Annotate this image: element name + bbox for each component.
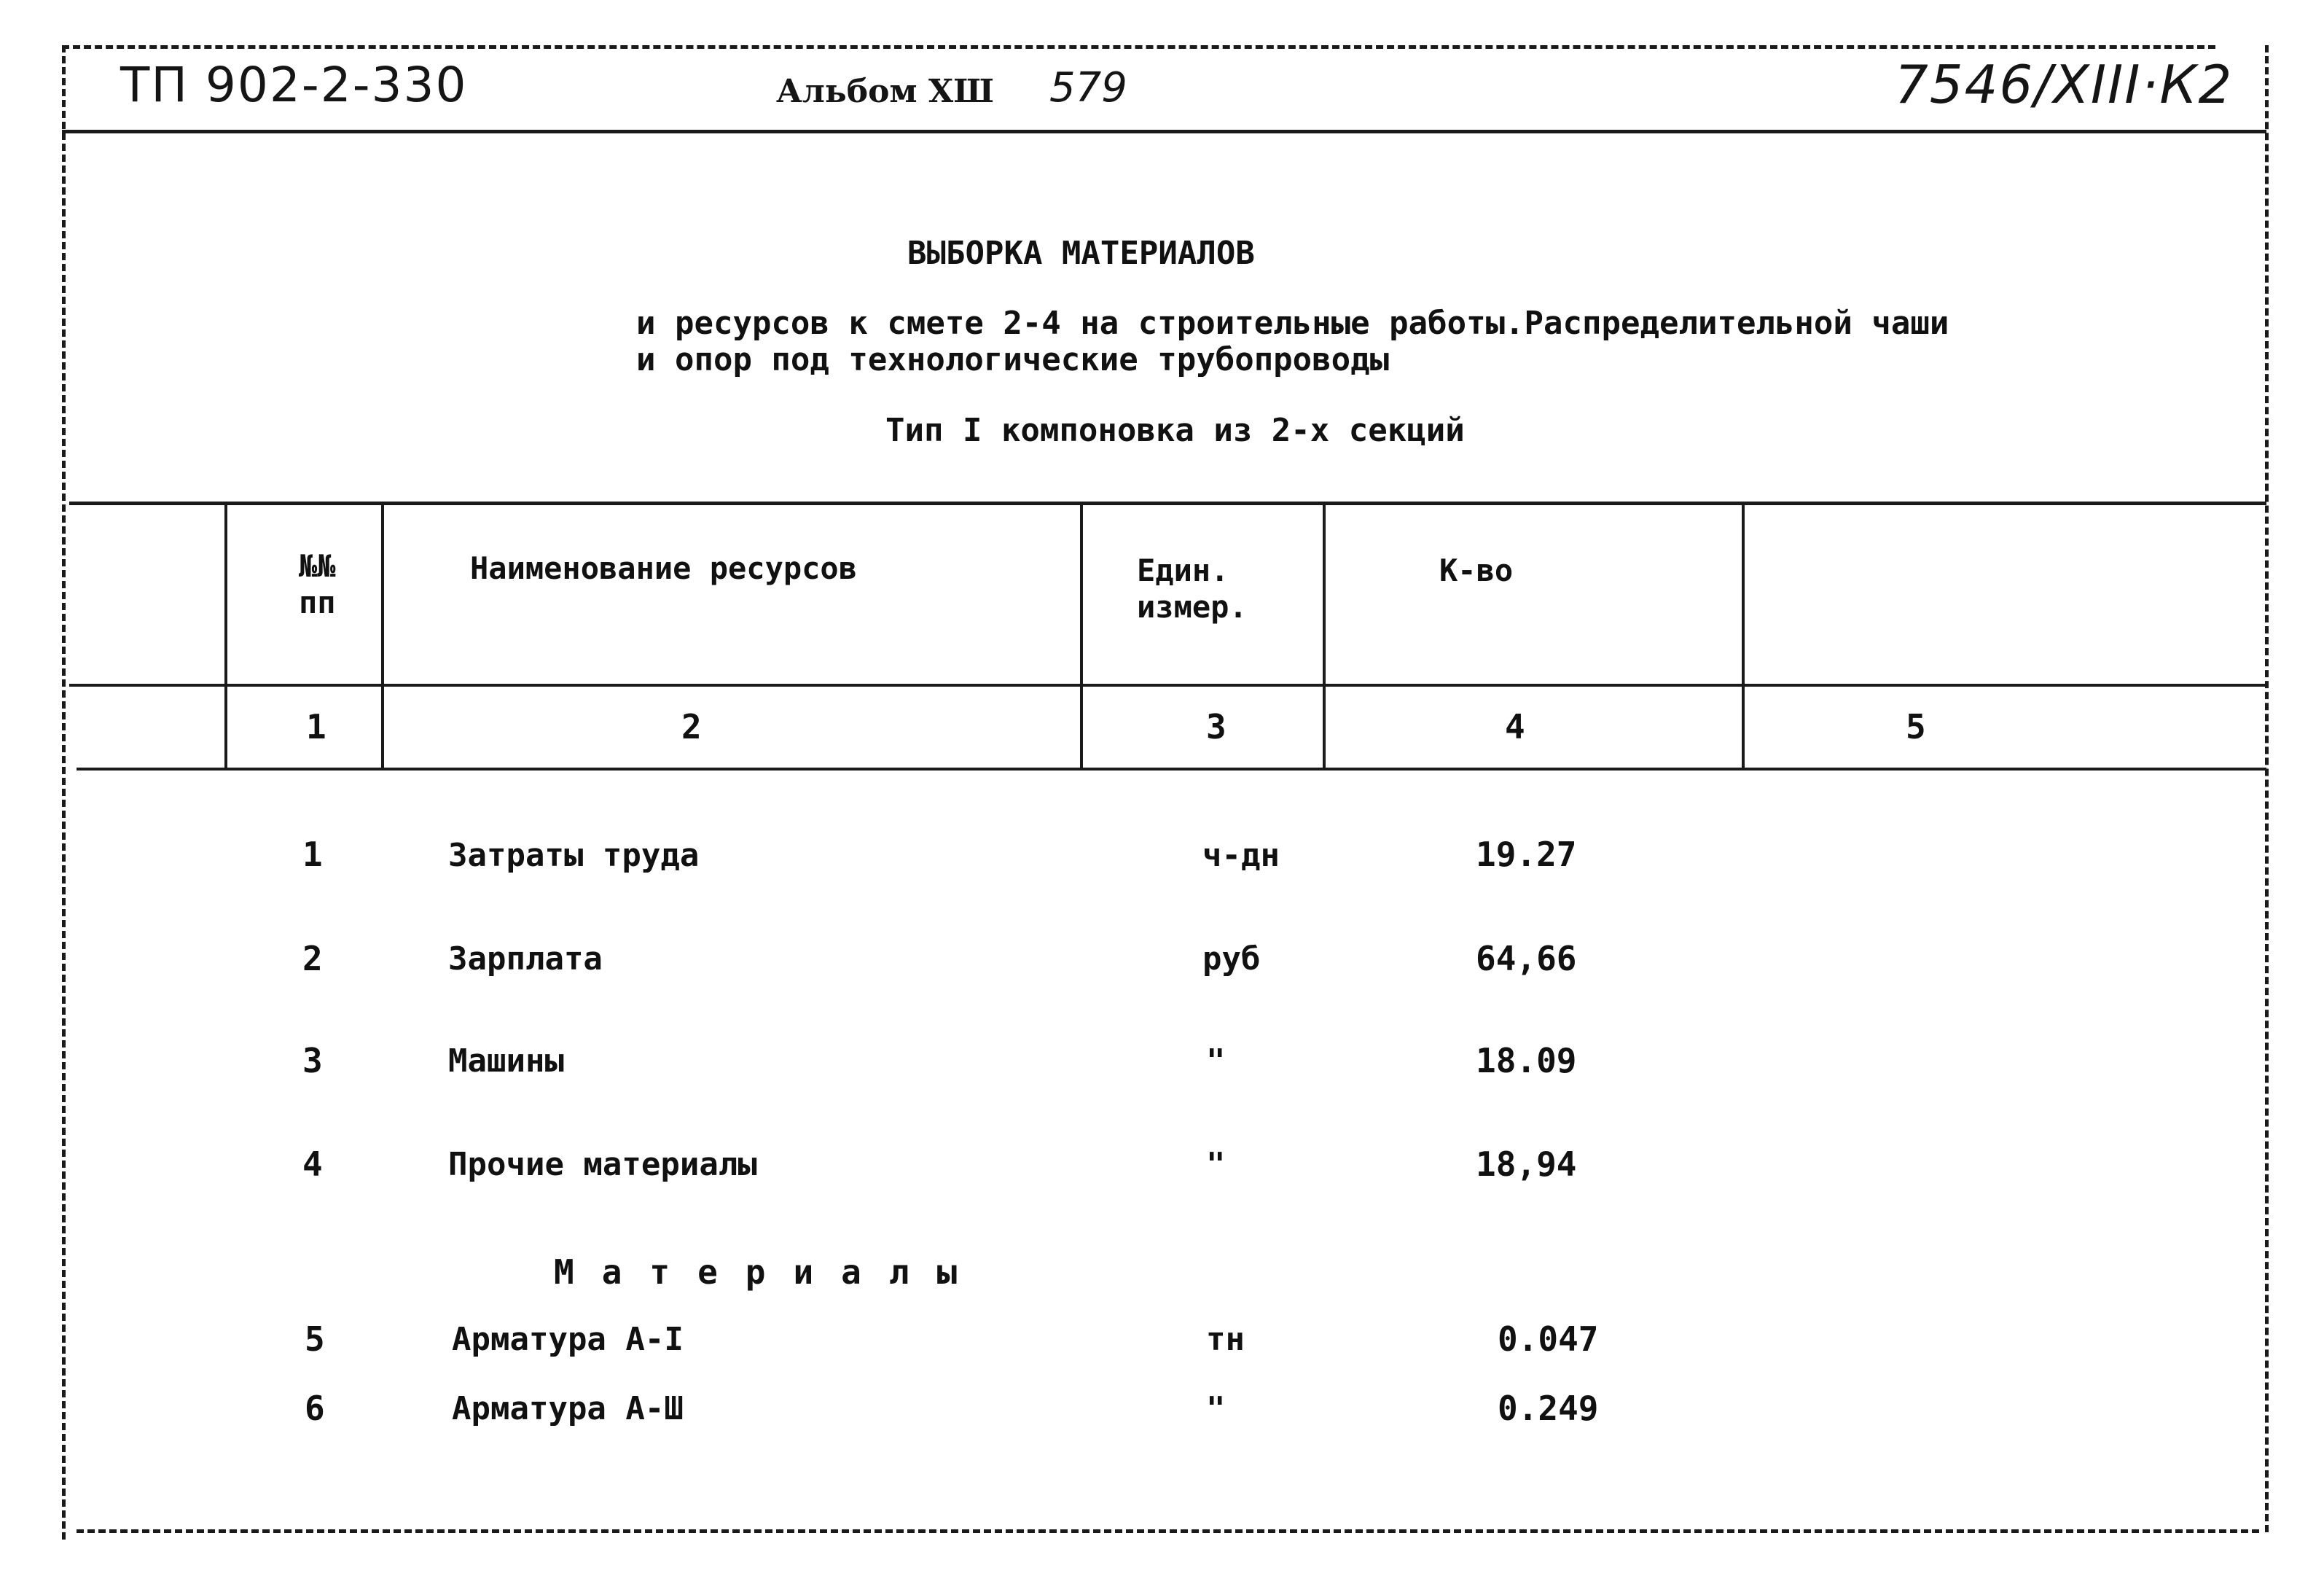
document-title: ВЫБОРКА МАТЕРИАЛОВ: [907, 235, 1255, 272]
header-unit: Един. измер.: [1137, 553, 1248, 625]
row-number: 2: [302, 939, 323, 978]
resource-unit: ч-дн: [1202, 837, 1280, 874]
column-divider-2: [381, 505, 384, 769]
column-divider-4: [1323, 505, 1326, 769]
header-resource-name: Наименование ресурсов: [470, 550, 858, 586]
resource-quantity: 0.047: [1498, 1319, 1599, 1359]
row-number: 4: [302, 1144, 323, 1184]
row-number: 3: [302, 1041, 323, 1080]
column-number-1: 1: [306, 707, 326, 746]
resource-name: Прочие материалы: [448, 1146, 757, 1183]
materials-section-title: Материалы: [554, 1252, 985, 1292]
column-number-5: 5: [1906, 707, 1926, 746]
resource-quantity: 18.09: [1476, 1041, 1577, 1080]
frame-top-border: [62, 45, 2215, 49]
column-number-4: 4: [1505, 707, 1525, 746]
resource-name: Зарплата: [448, 940, 603, 978]
column-divider-5: [1742, 505, 1745, 769]
resource-unit: тн: [1206, 1321, 1245, 1358]
header-quantity: К-во: [1439, 553, 1514, 588]
column-divider-1: [224, 505, 227, 769]
resource-name: Машины: [448, 1042, 564, 1080]
resource-quantity: 64,66: [1476, 939, 1577, 978]
resource-quantity: 0.249: [1498, 1389, 1599, 1428]
document-subtitle-line2: и опор под технологические трубопроводы: [636, 341, 1390, 378]
album-sheet-number: 579: [1049, 64, 1127, 112]
resource-quantity: 19.27: [1476, 835, 1577, 874]
frame-right-border: [2265, 45, 2269, 1532]
resource-unit: руб: [1202, 940, 1261, 978]
resource-name: Арматура А-Ш: [452, 1390, 684, 1427]
project-code: ТП 902-2-330: [120, 57, 468, 113]
frame-left-border: [62, 45, 66, 1540]
row-number: 5: [305, 1319, 325, 1359]
row-number: 6: [305, 1389, 325, 1428]
resource-unit: ": [1206, 1390, 1226, 1427]
table-top-border: [69, 502, 2266, 505]
frame-bottom-border: [77, 1529, 2259, 1533]
document-type-line: Тип I компоновка из 2-х секций: [885, 412, 1465, 449]
resource-quantity: 18,94: [1476, 1144, 1577, 1184]
table-header-divider: [69, 684, 2266, 687]
document-subtitle-line1: и ресурсов к смете 2-4 на строительные работы.Распределительной чаши: [636, 305, 1949, 342]
header-divider: [62, 130, 2266, 133]
document-code: 7546/XIII·К2: [1895, 54, 2234, 115]
album-label: Альбом XШ: [776, 73, 994, 110]
column-number-3: 3: [1206, 707, 1226, 746]
resource-unit: ": [1206, 1146, 1226, 1183]
row-number: 1: [302, 835, 323, 874]
column-number-2: 2: [681, 707, 702, 746]
resource-name: Арматура А-I: [452, 1321, 684, 1358]
column-divider-3: [1080, 505, 1083, 769]
resource-unit: ": [1206, 1042, 1226, 1080]
resource-name: Затраты труда: [448, 837, 700, 874]
header-row-number: №№ пп: [299, 548, 336, 620]
table-number-row-divider: [77, 768, 2266, 771]
